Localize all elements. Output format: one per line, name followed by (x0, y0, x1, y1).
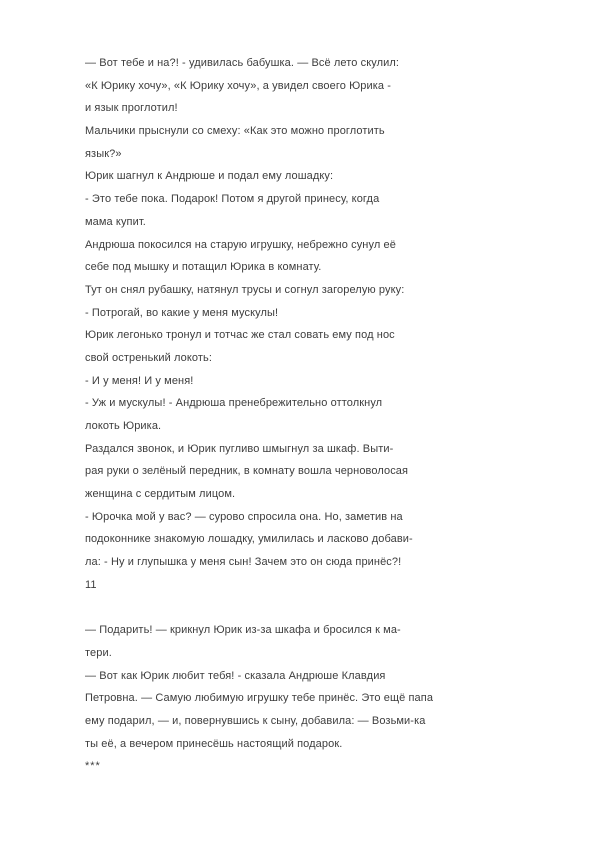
text-line: себе под мышку и потащил Юрика в комнату. (85, 261, 322, 274)
text-line: ла: - Ну и глупышка у меня сын! Зачем это он сюда принёс?! (85, 556, 402, 569)
text-line: — Подарить! — крикнул Юрик из-за шкафа и бросился к ма- (85, 624, 401, 637)
text-line: - Уж и мускулы! - Андрюша пренебрежительно оттолкнул (85, 397, 383, 410)
text-line: женщина с сердитым лицом. (85, 488, 236, 501)
text-line: и язык проглотил! (85, 102, 178, 115)
text-line: Андрюша покосился на старую игрушку, небрежно сунул её (85, 238, 396, 251)
text-line: — Вот тебе и на?! - удивилась бабушка. — Всё лето скулил: (85, 57, 400, 69)
text-line: - Это тебе пока. Подарок! Потом я другой принесу, когда (85, 193, 380, 206)
text-line: тери. (85, 646, 112, 659)
text-line: Мальчики прыснули со смеху: «Как это можно проглотить (85, 125, 385, 138)
text-line: свой остренький локоть: (85, 351, 212, 364)
blank-line (85, 597, 560, 620)
text-line: - Потрогай, во какие у меня мускулы! (85, 306, 279, 319)
document-text (85, 52, 560, 778)
text-line: Юрик легонько тронул и тотчас же стал совать ему под нос (85, 329, 395, 342)
text-line: — Вот как Юрик любит тебя! - сказала Андрюше Клавдия (85, 669, 386, 682)
text-line: Тут он снял рубашку, натянул трусы и согнул загорелую руку: (85, 283, 405, 296)
text-line: ты её, а вечером принесёшь настоящий подарок. (85, 737, 343, 750)
text-line: Юрик шагнул к Андрюше и подал ему лошадку: (85, 170, 334, 183)
text-line: - И у меня! И у меня! (85, 374, 194, 387)
text-line: рая руки о зелёный передник, в комнату вошла черноволосая (85, 465, 409, 478)
text-line: язык?» (85, 147, 122, 160)
text-line: ему подарил, — и, повернувшись к сыну, добавила: — Возьми-ка (85, 714, 426, 727)
text-line: локоть Юрика. (85, 420, 162, 432)
section-separator: *** (85, 760, 101, 773)
text-line: Петровна. — Самую любимую игрушку тебе принёс. Это ещё папа (85, 692, 434, 705)
text-line: «К Юрику хочу», «К Юрику хочу», а увидел своего Юрика - (85, 79, 392, 92)
page-number: 11 (85, 578, 97, 591)
text-line: - Юрочка мой у вас? — сурово спросила она. Но, заметив на (85, 510, 403, 523)
text-line: Раздался звонок, и Юрик пугливо шмыгнул за шкаф. Выти- (85, 442, 394, 455)
text-line: подоконнике знакомую лошадку, умилилась и ласково добави- (85, 533, 413, 546)
text-line: мама купит. (85, 215, 146, 228)
